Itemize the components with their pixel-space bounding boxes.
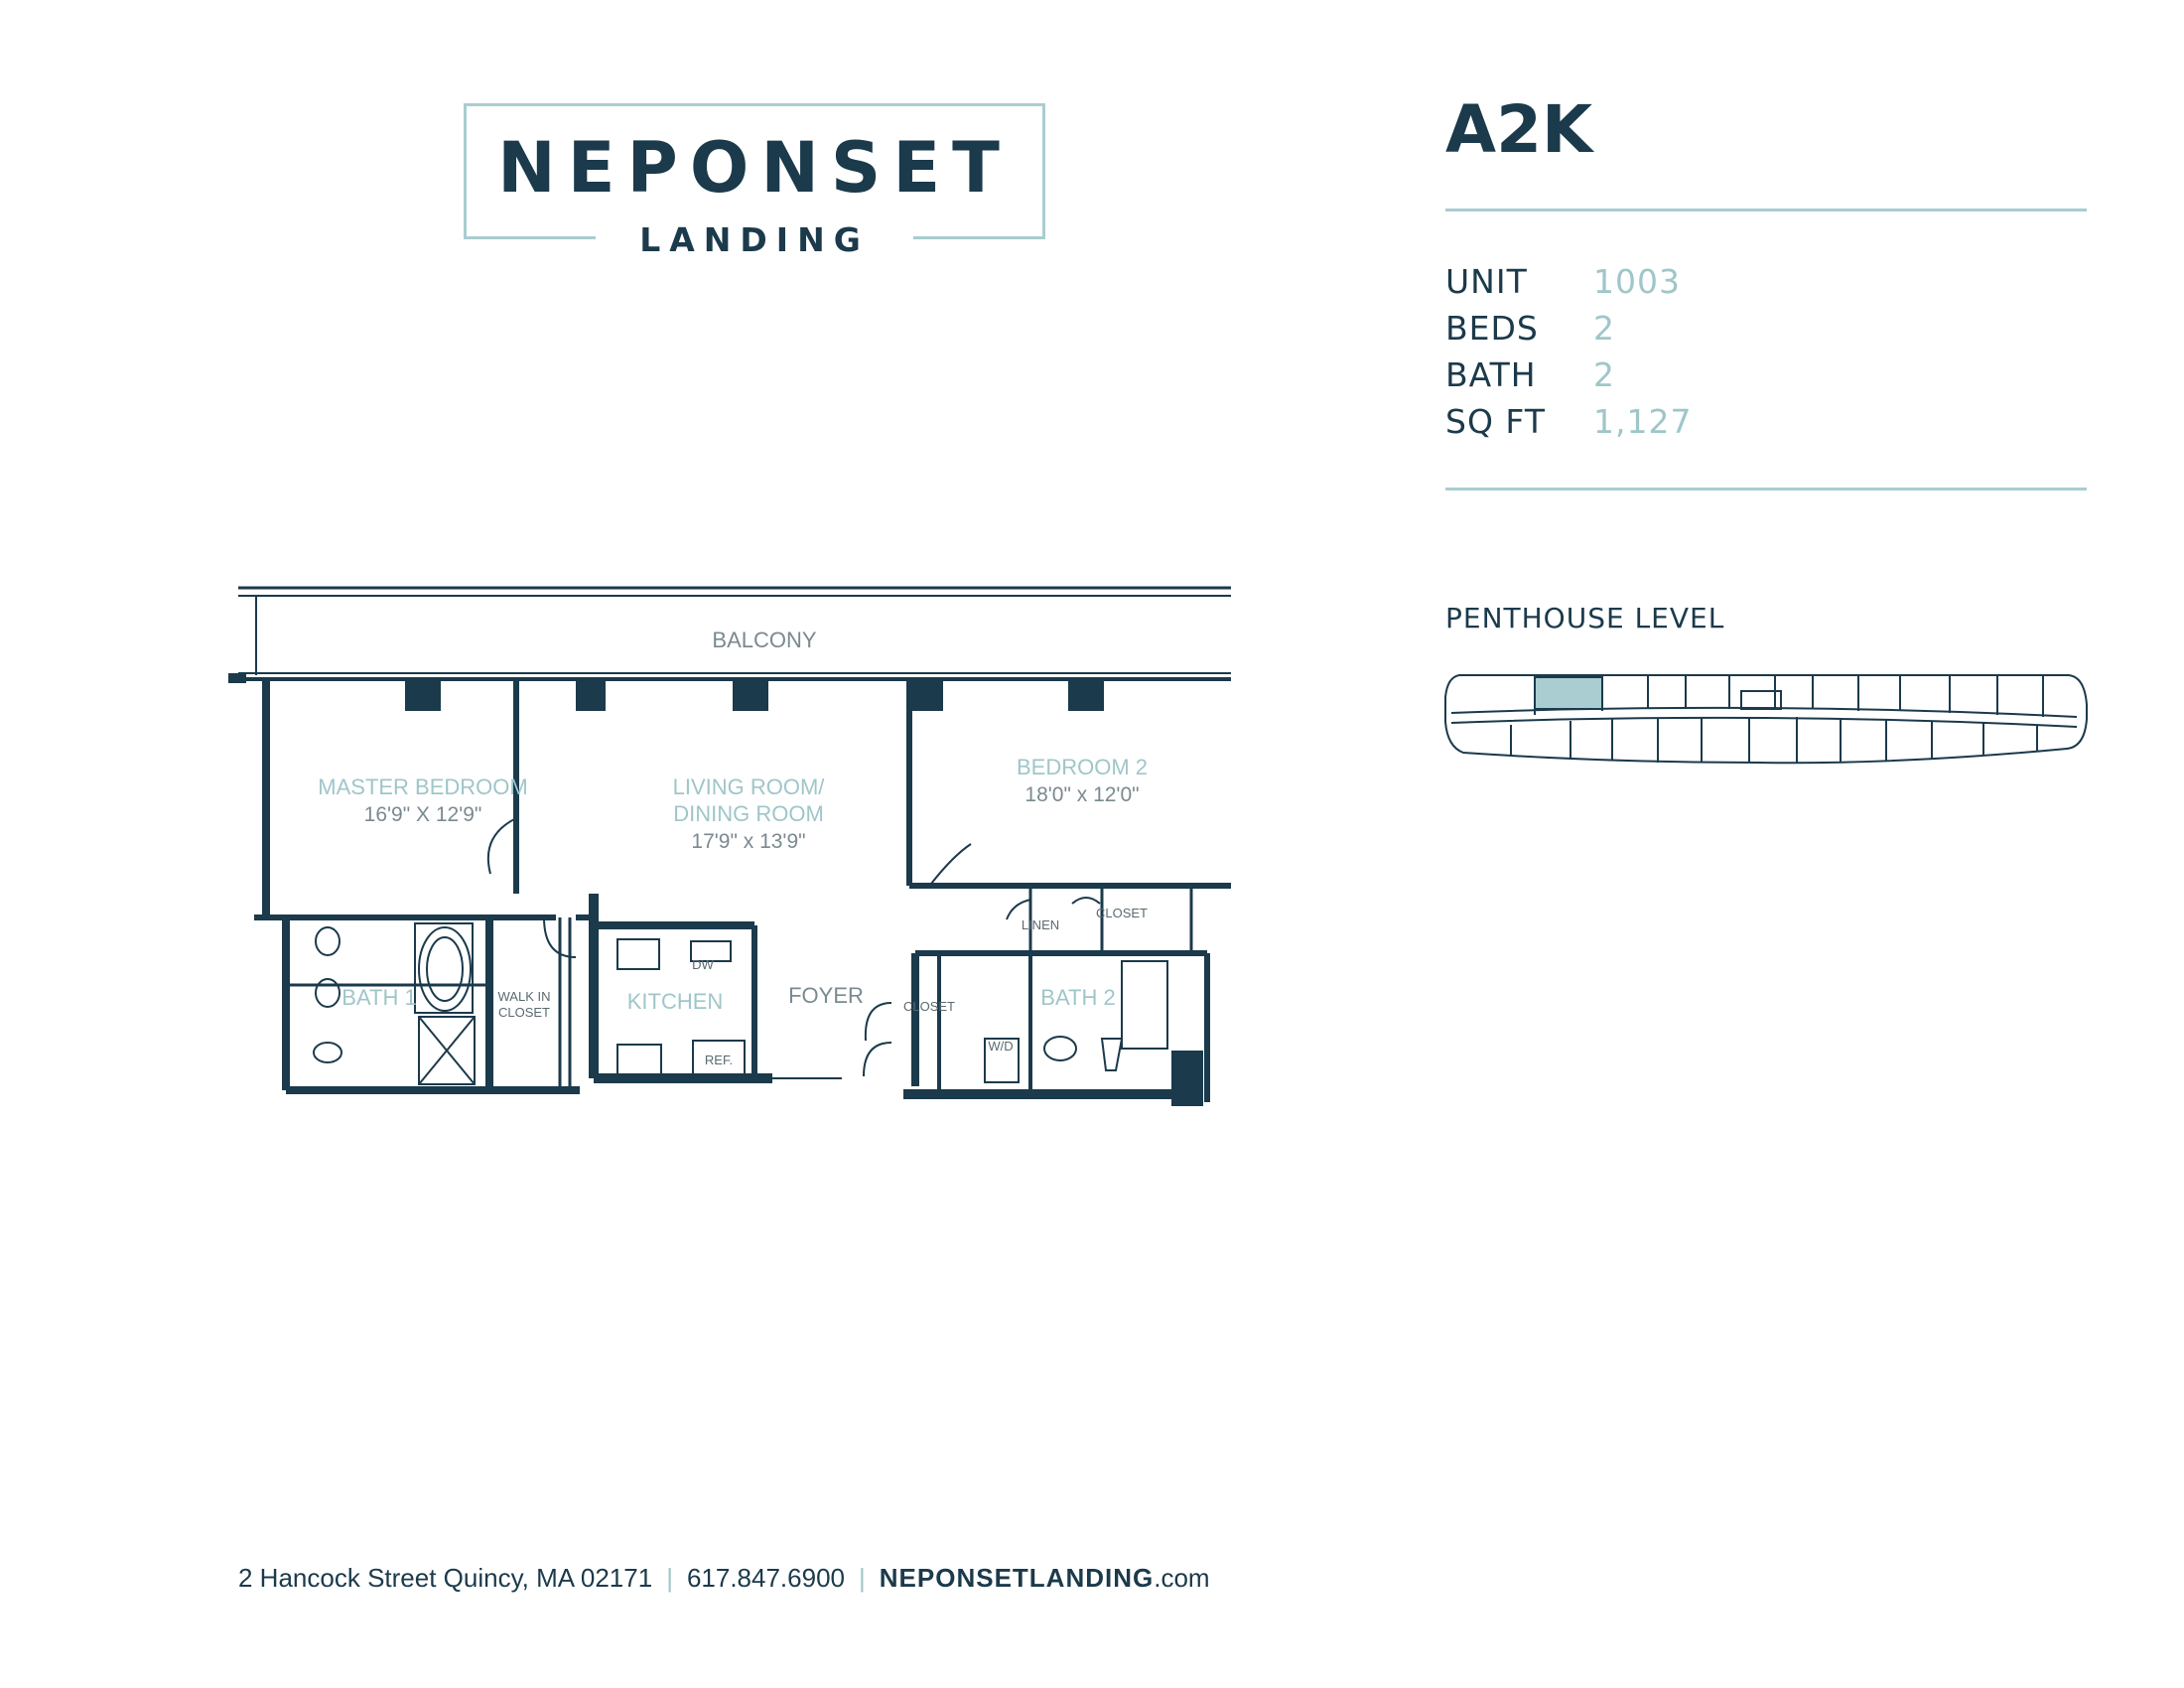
spec-label-beds: BEDS <box>1445 309 1539 348</box>
spec-value-unit: 1003 <box>1593 262 1681 301</box>
footer-website-bold[interactable]: NEPONSETLANDING <box>879 1563 1155 1593</box>
logo-name: NEPONSET <box>497 127 1012 209</box>
bedroom-2-dims: 18'0" x 12'0" <box>1024 783 1140 806</box>
kitchen-label: KITCHEN <box>626 989 724 1014</box>
linen-label: LINEN <box>1021 917 1060 932</box>
living-room-dims: 17'9" x 13'9" <box>691 830 806 853</box>
ref-label: REF. <box>704 1053 734 1067</box>
closet-foyer-label: CLOSET <box>902 999 956 1014</box>
unit-highlight <box>1535 677 1602 709</box>
floor-plan <box>228 576 1231 1112</box>
footer-separator: | <box>666 1563 673 1593</box>
walk-in-closet-label-1: WALK IN <box>497 989 551 1004</box>
footer-phone: 617.847.6900 <box>686 1563 845 1593</box>
bottom-divider <box>1445 488 2087 491</box>
living-room-label-1: LIVING ROOM/ <box>672 774 825 799</box>
dw-label: DW <box>692 957 714 972</box>
master-bedroom-dims: 16'9" X 12'9" <box>363 803 482 826</box>
bedroom-2-label: BEDROOM 2 <box>1016 755 1149 779</box>
top-divider <box>1445 209 2087 211</box>
walk-in-closet-label-2: CLOSET <box>497 1005 551 1020</box>
spec-value-beds: 2 <box>1593 309 1615 348</box>
master-bedroom-label: MASTER BEDROOM <box>318 774 528 799</box>
wd-label: W/D <box>988 1039 1014 1054</box>
foyer-label: FOYER <box>788 983 864 1008</box>
logo-subtitle: LANDING <box>639 220 870 259</box>
footer-separator: | <box>859 1563 866 1593</box>
bath-2-label: BATH 2 <box>1040 985 1116 1010</box>
plan-code: A2K <box>1445 91 1593 168</box>
level-label: PENTHOUSE LEVEL <box>1445 602 1725 634</box>
spec-label-sqft: SQ FT <box>1445 402 1546 441</box>
footer-website-suffix[interactable]: .com <box>1154 1563 1210 1593</box>
balcony-label: BALCONY <box>712 628 817 652</box>
footer <box>238 1563 1210 1594</box>
spec-value-bath: 2 <box>1593 355 1615 394</box>
living-room-label-2: DINING ROOM <box>673 801 824 826</box>
spec-value-sqft: 1,127 <box>1593 402 1693 441</box>
closet-bed2-label: CLOSET <box>1095 906 1149 920</box>
spec-label-unit: UNIT <box>1445 262 1528 301</box>
logo-sub-wrap <box>596 220 913 260</box>
key-plan <box>1441 667 2089 767</box>
bath-1-label: BATH 1 <box>341 985 417 1010</box>
spec-label-bath: BATH <box>1445 355 1537 394</box>
footer-address: 2 Hancock Street Quincy, MA 02171 <box>238 1563 653 1593</box>
